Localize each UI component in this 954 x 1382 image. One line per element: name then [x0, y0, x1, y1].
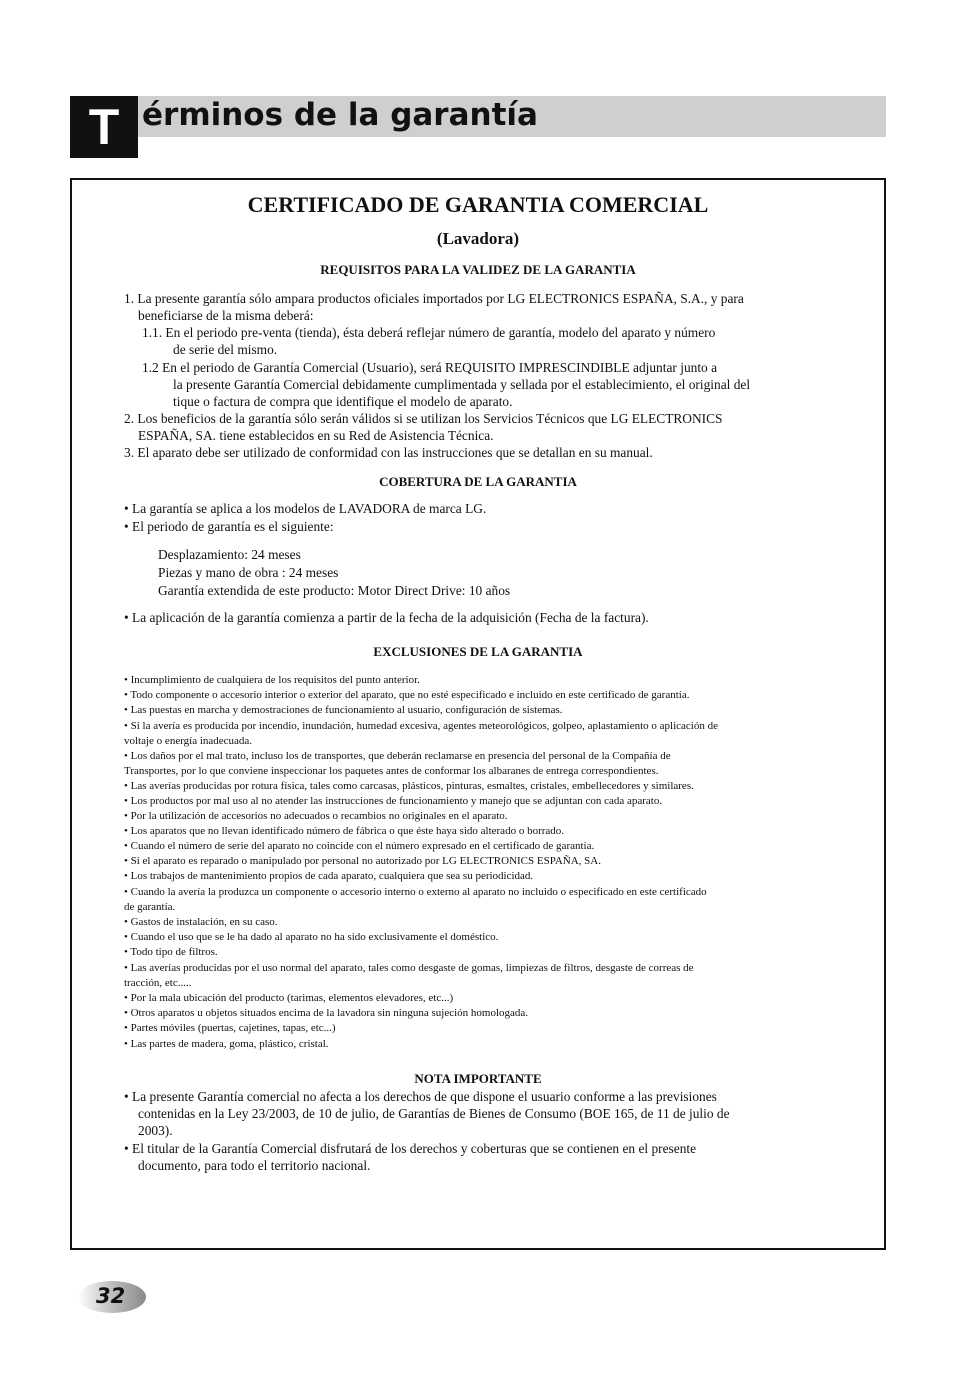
page-number: 32 — [96, 1284, 126, 1308]
exclusion-line: • Los productos por mal uso al no atender las instrucciones de funcionamiento y manejo que se adjuntan con cada aparato. — [124, 795, 663, 807]
exclusion-line: • Cuando el uso que se le ha dado al aparato no ha sido exclusivamente el doméstico. — [124, 931, 499, 943]
exclusion-line: • Si la avería es producida por incendio, inundación, humedad excesiva, agentes meteorológicos, golpeo, aplastamiento o aplicación de — [124, 720, 718, 732]
periodo-piezas-mano-obra: Piezas y mano de obra : 24 meses — [158, 565, 339, 580]
exclusion-line: voltaje o energía inadecuada. — [124, 735, 253, 747]
cobertura-bullet-1: • La garantía se aplica a los modelos de LAVADORA de marca LG. — [124, 501, 487, 516]
exclusion-line: • Por la mala ubicación del producto (tarimas, elementos elevadores, etc...) — [124, 992, 454, 1004]
warranty-certificate-frame — [70, 178, 886, 1250]
exclusion-line: tracción, etc..... — [124, 977, 192, 989]
requisito-1-2-line-2: la presente Garantía Comercial debidamente cumplimentada y sellada por el establecimiento, el original del — [173, 377, 751, 392]
requisito-1-line-1: 1. La presente garantía sólo ampara productos oficiales importados por LG ELECTRONICS ESPAÑA, S.A., y para — [124, 291, 744, 306]
requisito-1-line-2: beneficiarse de la misma deberá: — [138, 308, 314, 323]
exclusion-line: • Las averías producidas por rotura física, tales como carcasas, plásticos, pinturas, esmaltes, cristales, embellecedores y similares. — [124, 780, 694, 792]
section-heading-exclusiones: EXCLUSIONES DE LA GARANTIA — [373, 644, 583, 659]
periodo-desplazamiento: Desplazamiento: 24 meses — [158, 547, 301, 562]
cobertura-bullet-3: • La aplicación de la garantía comienza a partir de la fecha de la adquisición (Fecha de la factura). — [124, 610, 649, 625]
exclusion-line: • Partes móviles (puertas, cajetines, tapas, etc...) — [124, 1022, 336, 1034]
certificate-title: CERTIFICADO DE GARANTIA COMERCIAL — [247, 192, 709, 217]
certificate-subtitle: (Lavadora) — [436, 229, 520, 248]
exclusion-line: de garantía. — [124, 901, 176, 913]
requisito-1-1-line-1: 1.1. En el periodo pre-venta (tienda), ésta deberá reflejar número de garantía, modelo del aparato y número — [142, 325, 716, 340]
exclusion-line: • Todo componente o accesorio interior o exterior del aparato, que no esté especificado e incluido en este certificado de garantía. — [124, 689, 690, 701]
exclusion-line: • Gastos de instalación, en su caso. — [124, 916, 278, 928]
exclusion-line: • Otros aparatos u objetos situados encima de la lavadora sin ninguna sujeción homologada. — [124, 1007, 529, 1019]
nota-1-line-2: contenidas en la Ley 23/2003, de 10 de julio, de Garantías de Bienes de Consumo (BOE 165, de 11 de julio de — [138, 1106, 730, 1121]
cobertura-bullet-2: • El periodo de garantía es el siguiente: — [124, 519, 334, 534]
exclusion-line: • Incumplimiento de cualquiera de los requisitos del punto anterior. — [124, 674, 420, 686]
exclusion-line: • Por la utilización de accesorios no adecuados o recambios no originales en el aparato. — [124, 810, 508, 822]
exclusion-line: • Los trabajos de mantenimiento propios de cada aparato, cualquiera que sea su periodicidad. — [124, 870, 534, 882]
page-title: érminos de la garantía — [142, 97, 538, 133]
nota-1-line-1: • La presente Garantía comercial no afecta a los derechos de que dispone el usuario conforme a las previsiones — [124, 1089, 717, 1104]
requisito-3: 3. El aparato debe ser utilizado de conformidad con las instrucciones que se detallan en su manual. — [124, 445, 653, 460]
exclusion-line: • Cuando el número de serie del aparato no coincide con el número expresado en el certificado de garantía. — [124, 840, 595, 852]
exclusion-line: • Las puestas en marcha y demostraciones de funcionamiento al usuario, configuración de sistemas. — [124, 704, 563, 716]
exclusion-line: • Las averías producidas por el uso normal del aparato, tales como desgaste de gomas, limpiezas de filtros, desgaste de correas de — [124, 962, 694, 974]
exclusion-line: • Los aparatos que no llevan identificado número de fábrica o que éste haya sido alterado o borrado. — [124, 825, 565, 837]
section-heading-requisitos: REQUISITOS PARA LA VALIDEZ DE LA GARANTIA — [320, 262, 636, 277]
exclusion-line: Transportes, por lo que conviene inspeccionar los paquetes antes de conformar los albaranes de entrega correspondientes. — [124, 765, 659, 777]
exclusion-line: • Cuando la avería la produzca un componente o accesorio interno o externo al aparato no incluido o especificado en este certificado — [124, 886, 707, 898]
nota-2-line-2: documento, para todo el territorio nacional. — [138, 1158, 371, 1173]
exclusion-line: • Si el aparato es reparado o manipulado por personal no autorizado por LG ELECTRONICS ESPAÑA, SA. — [124, 855, 601, 867]
requisito-1-2-line-3: tique o factura de compra que identifique el modelo de aparato. — [173, 394, 513, 409]
header-initial-letter: T — [70, 96, 138, 158]
requisito-1-2-line-1: 1.2 En el periodo de Garantía Comercial (Usuario), será REQUISITO IMPRESCINDIBLE adjuntar junto a — [142, 360, 718, 375]
section-heading-cobertura: COBERTURA DE LA GARANTIA — [379, 474, 577, 489]
section-heading-nota: NOTA IMPORTANTE — [414, 1071, 542, 1086]
requisito-2-line-2: ESPAÑA, SA. tiene establecidos en su Red de Asistencia Técnica. — [138, 428, 494, 443]
nota-2-line-1: • El titular de la Garantía Comercial disfrutará de los derechos y coberturas que se contienen en el presente — [124, 1141, 697, 1156]
exclusion-line: • Las partes de madera, goma, plástico, cristal. — [124, 1038, 329, 1050]
periodo-garantia-extendida: Garantía extendida de este producto: Motor Direct Drive: 10 años — [158, 583, 511, 598]
exclusion-line: • Todo tipo de filtros. — [124, 946, 218, 958]
nota-1-line-3: 2003). — [138, 1123, 173, 1138]
requisito-1-1-line-2: de serie del mismo. — [173, 342, 278, 357]
requisito-2-line-1: 2. Los beneficios de la garantía sólo serán válidos si se utilizan los Servicios Técnicos que LG ELECTRONICS — [124, 411, 723, 426]
exclusion-line: • Los daños por el mal trato, incluso los de transportes, que deberán reclamarse en presencia del personal de la Compañía de — [124, 750, 671, 762]
